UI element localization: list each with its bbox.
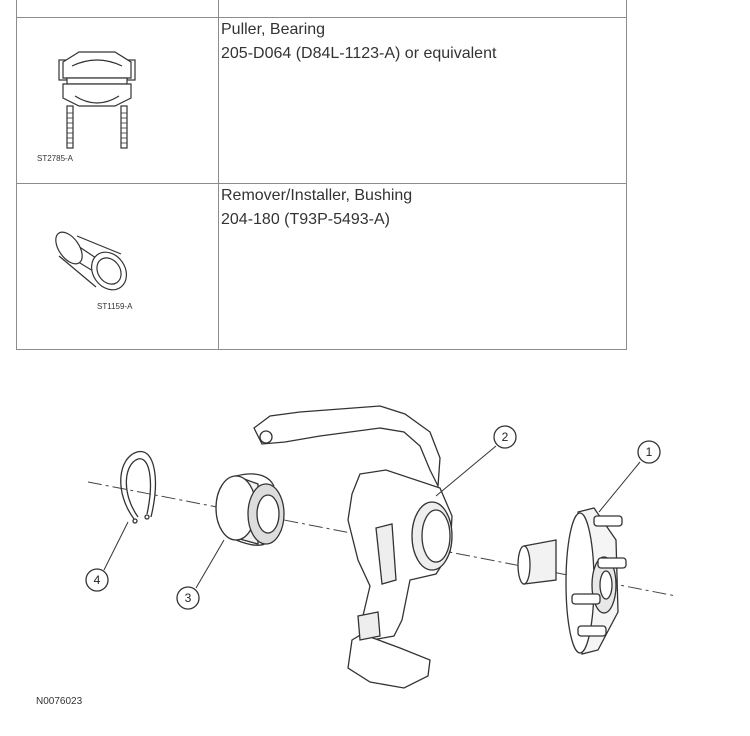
svg-text:2: 2	[501, 430, 509, 444]
tool-text-cell	[219, 0, 627, 18]
snap-ring-part	[121, 451, 156, 523]
tool-name: Remover/Installer, Bushing	[221, 187, 413, 204]
callout-4	[86, 569, 108, 591]
svg-text:1: 1	[645, 445, 653, 459]
tool-text-cell	[219, 18, 627, 184]
svg-text:4: 4	[93, 573, 101, 587]
svg-text:3: 3	[184, 591, 192, 605]
hub-knuckle-exploded-diagram	[0, 370, 750, 736]
special-tools-table	[16, 0, 627, 350]
tool-image-code: ST1159-A	[97, 302, 133, 311]
callout-3	[177, 587, 199, 609]
tool-image-cell	[17, 0, 219, 18]
figure-code: N0076023	[36, 696, 83, 707]
table-row	[17, 184, 627, 350]
tool-image-cell	[17, 18, 219, 184]
knuckle-part	[254, 406, 452, 688]
tool-image-cell	[17, 184, 219, 350]
bushing-remover-installer-icon	[17, 184, 218, 349]
callout-1	[638, 441, 660, 463]
callout-2	[494, 426, 516, 448]
tool-number: 204-180 (T93P-5493-A)	[221, 211, 390, 228]
tool-name: Puller, Bearing	[221, 21, 326, 38]
tool-number: 205-D064 (D84L-1123-A) or equivalent	[221, 45, 497, 62]
table-row-previous	[17, 0, 627, 18]
wheel-hub-part	[518, 508, 626, 654]
tool-text-cell	[219, 184, 627, 350]
bearing-part	[216, 474, 284, 545]
table-row	[17, 18, 627, 184]
tool-image-code: ST2785-A	[37, 154, 74, 163]
